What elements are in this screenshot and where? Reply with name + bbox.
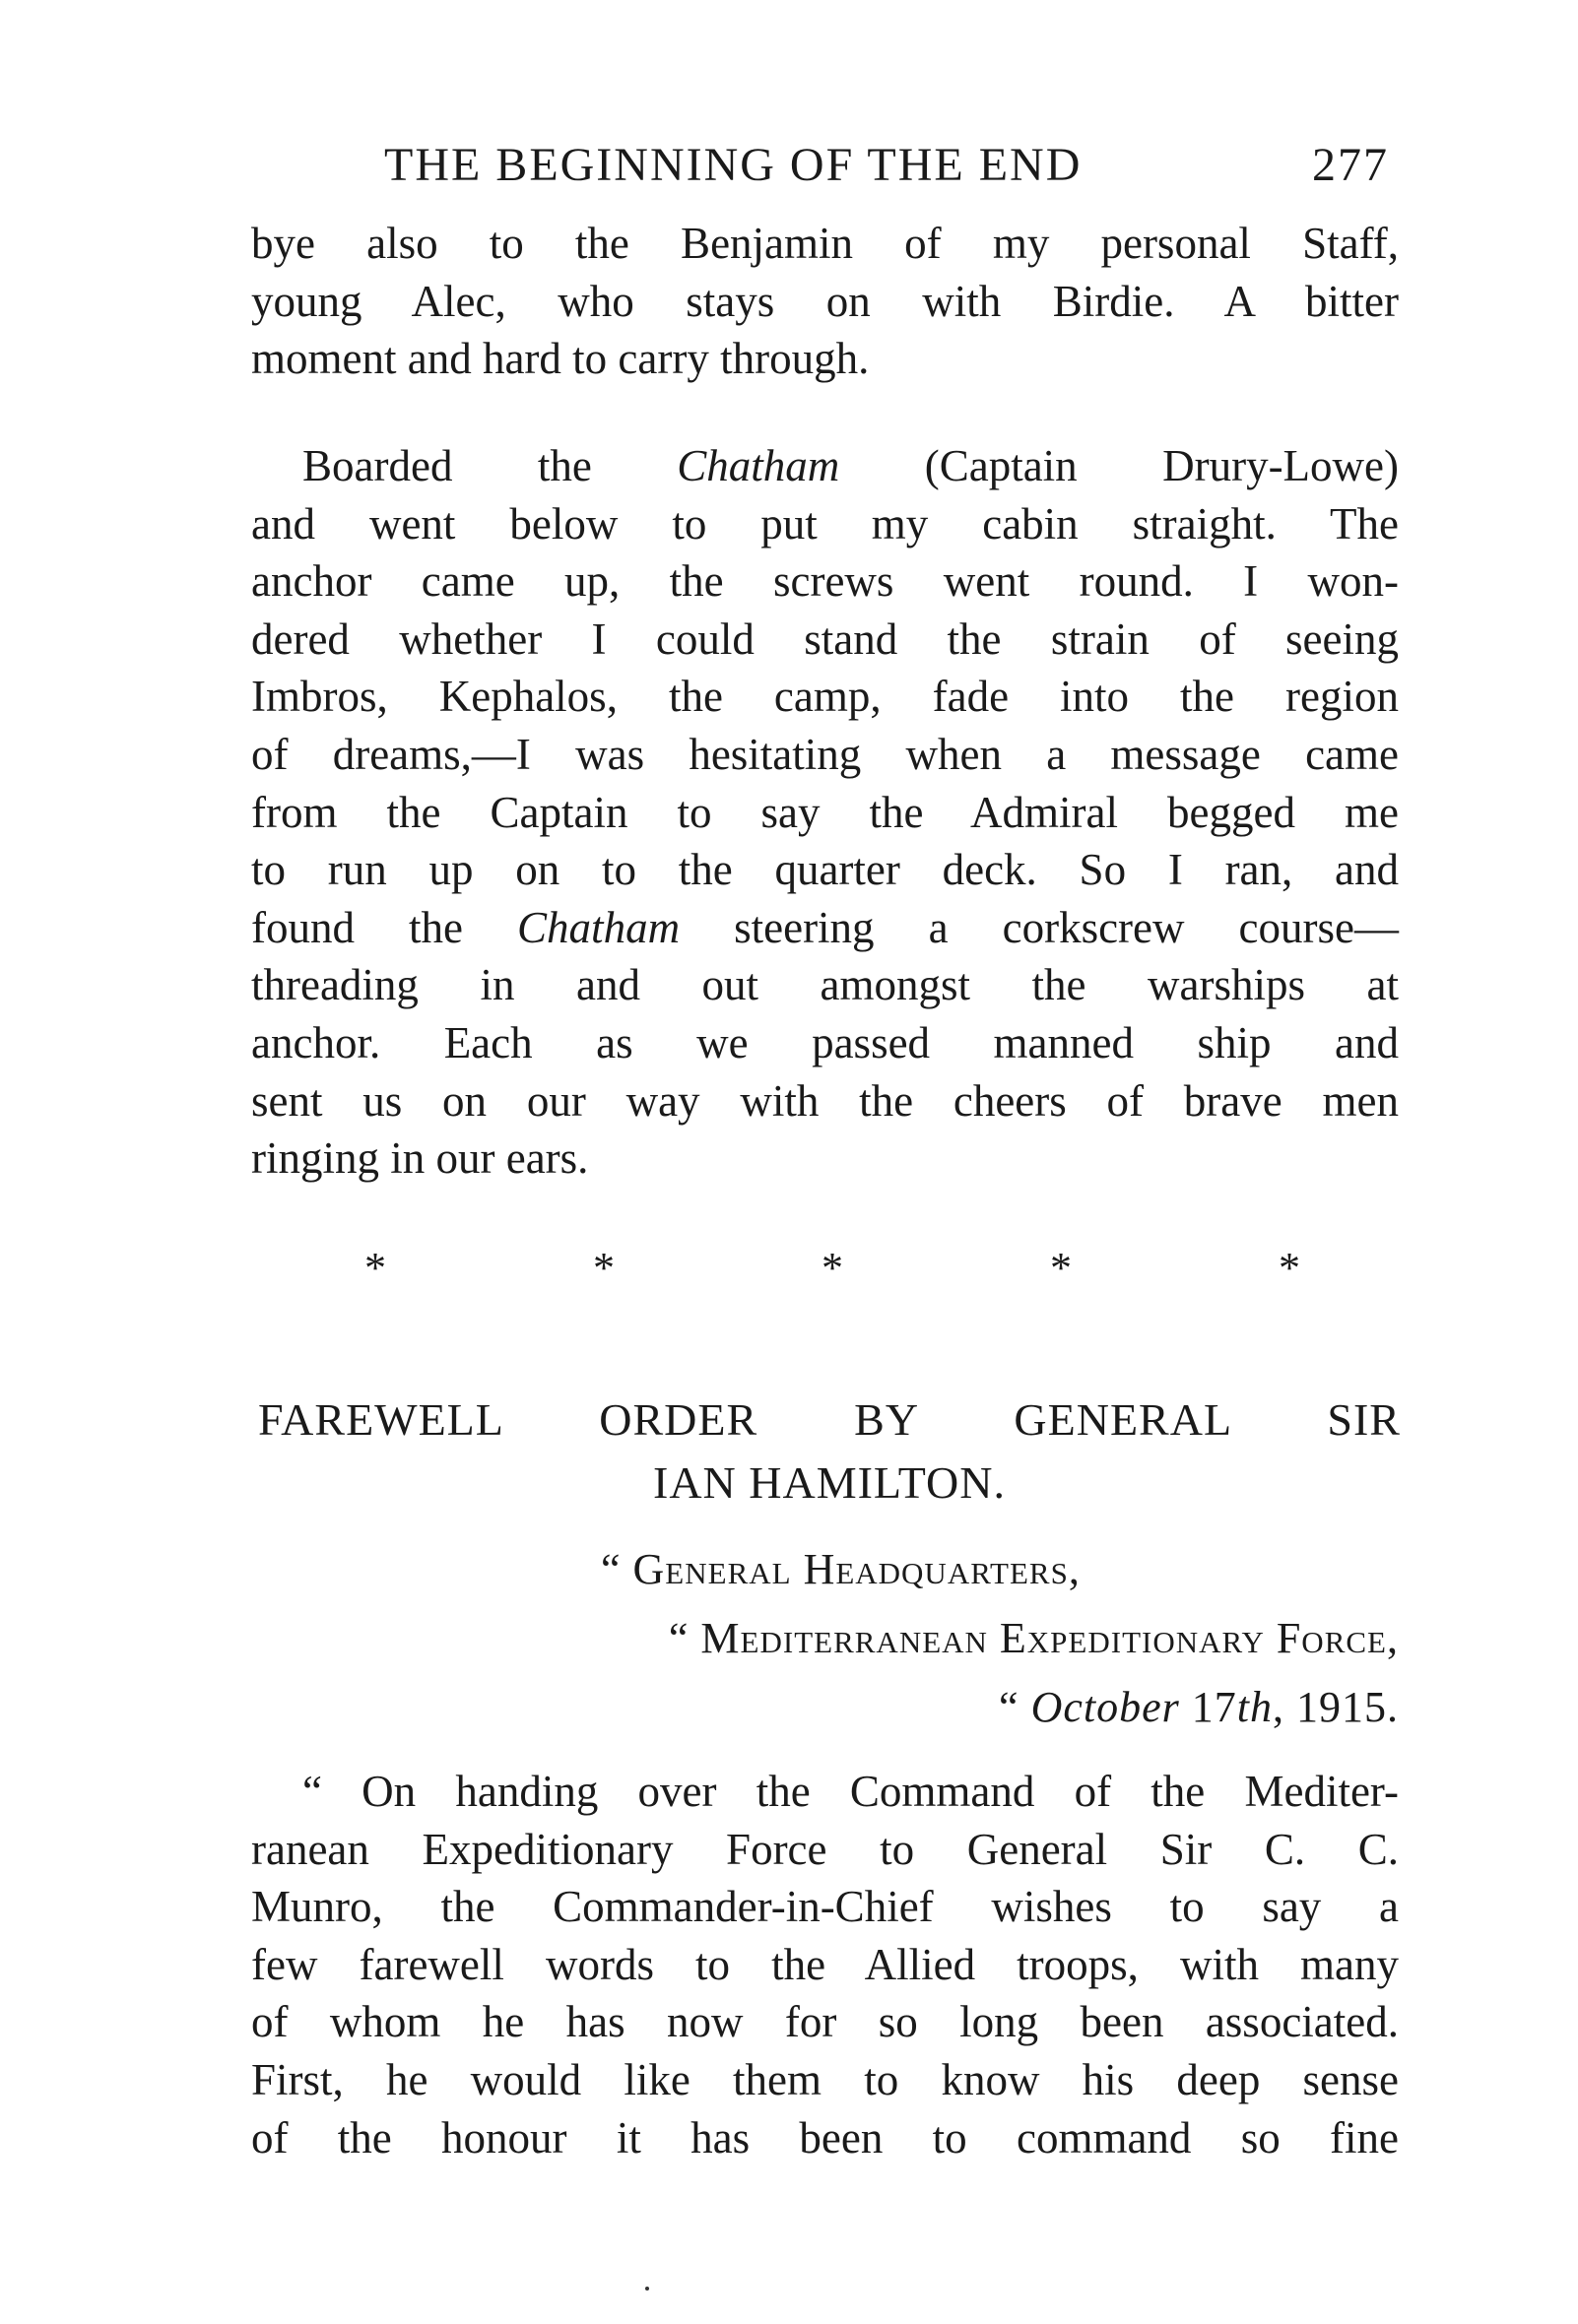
- date-line: [251, 1676, 1399, 1739]
- text-line: sent us on our way with the cheers of brave men: [251, 1075, 1399, 1126]
- heading-line-1: FAREWELL ORDER BY GENERAL SIR: [258, 1394, 1401, 1445]
- text-line: to run up on to the quarter deck. So I ran, and: [251, 845, 1399, 895]
- address-line-2: “ Mediterranean Expeditionary Force,: [668, 1614, 1399, 1662]
- text-line: young Alec, who stays on with Birdie. A bitter: [251, 276, 1399, 326]
- text-line: Imbros, Kephalos, the camp, fade into the region: [251, 672, 1399, 722]
- text-run: Boarded the: [302, 441, 678, 490]
- text-line: “ On handing over the Command of the Mediter-: [302, 1767, 1399, 1816]
- text-line: [251, 899, 1399, 957]
- text-line: of whom he has now for so long been associated.: [251, 1997, 1399, 2047]
- ship-name: Chatham: [517, 902, 681, 952]
- text-line: few farewell words to the Allied troops, with many: [251, 1939, 1399, 1989]
- text-run: “: [999, 1683, 1031, 1731]
- running-head-title: THE BEGINNING OF THE END: [384, 139, 1083, 191]
- text-run: (Captain Drury-Lowe): [839, 441, 1399, 490]
- print-speck: [645, 2287, 649, 2291]
- text-line: from the Captain to say the Admiral begged me: [251, 787, 1399, 837]
- text-line: First, he would like them to know his deep sense: [251, 2054, 1399, 2104]
- ship-name: Chatham: [677, 441, 840, 490]
- text-line: of dreams,—I was hesitating when a message came: [251, 729, 1399, 779]
- text-run: found the: [251, 902, 518, 952]
- paragraph-2: [251, 437, 1399, 1188]
- section-separator: [364, 1243, 1300, 1302]
- text-line: and went below to put my cabin straight. The: [251, 498, 1399, 549]
- date-month: October: [1030, 1683, 1180, 1731]
- asterisk: *: [822, 1244, 843, 1292]
- date-ordinal: th: [1236, 1683, 1273, 1731]
- paragraph-1: [251, 215, 1399, 388]
- text-run: 17: [1179, 1683, 1237, 1731]
- text-line: ringing in our ears.: [251, 1133, 589, 1184]
- text-line: dered whether I could stand the strain of seeing: [251, 613, 1399, 664]
- text-line: moment and hard to carry through.: [251, 334, 870, 384]
- asterisk: *: [593, 1244, 615, 1292]
- text-line: [251, 437, 1399, 495]
- text-line: threading in and out amongst the warships at: [251, 960, 1399, 1010]
- text-line: anchor came up, the screws went round. I won-: [251, 556, 1399, 607]
- address-line-1: “ General Headquarters,: [601, 1545, 1081, 1593]
- text-line: of the honour it has been to command so fine: [251, 2112, 1399, 2163]
- asterisk: *: [364, 1244, 386, 1292]
- heading-line-2: IAN HAMILTON.: [653, 1457, 1006, 1508]
- text-line: Munro, the Commander-in-Chief wishes to say a: [251, 1882, 1399, 1932]
- page-number: 277: [1312, 139, 1389, 191]
- text-line: ranean Expeditionary Force to General Sir C. C.: [251, 1824, 1399, 1874]
- text-run: , 1915.: [1273, 1683, 1399, 1731]
- paragraph-3: [251, 1763, 1399, 2166]
- section-heading: [258, 1388, 1401, 1515]
- asterisk: *: [1050, 1244, 1072, 1292]
- running-head: [384, 138, 1389, 207]
- text-line: bye also to the Benjamin of my personal Staff,: [251, 219, 1399, 268]
- text-run: steering a corkscrew course—: [680, 902, 1399, 952]
- text-line: anchor. Each as we passed manned ship and: [251, 1017, 1399, 1067]
- asterisk: *: [1279, 1244, 1300, 1292]
